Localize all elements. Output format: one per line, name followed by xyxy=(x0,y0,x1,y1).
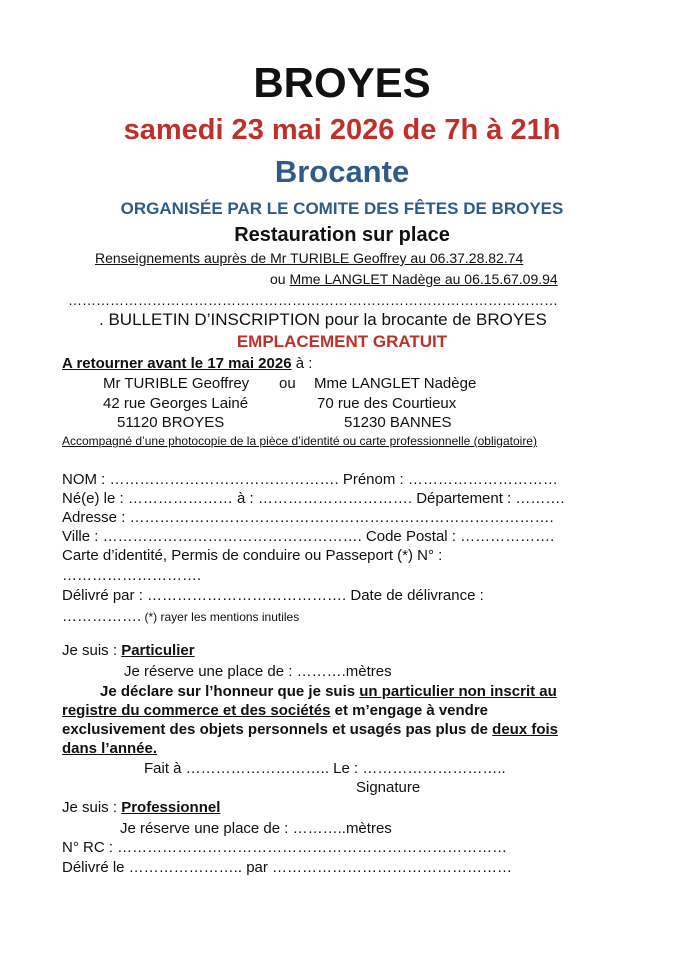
declaration-text-1: Je déclare sur l’honneur que je suis xyxy=(100,683,360,700)
declaration-underlined-3: deux fois xyxy=(492,721,559,738)
contact1-street: 42 rue Georges Lainé xyxy=(103,395,249,412)
return-label: A retourner avant le 17 mai 2026 xyxy=(62,355,292,372)
field-id-card-label: Carte d’identité, Permis de conduire ou Passeport (*) N° : xyxy=(62,547,443,564)
declaration-line-1 xyxy=(100,684,557,699)
field-rc[interactable]: N° RC : …………………………………………………………………… xyxy=(62,839,508,856)
contact2-city: 51230 BANNES xyxy=(344,414,452,431)
bulletin-subtitle: EMPLACEMENT GRATUIT xyxy=(236,332,448,351)
declaration-underlined-1: un particulier non inscrit au xyxy=(359,683,557,700)
field-delivre-le[interactable]: Délivré le ………………….. par ………………………………………… xyxy=(62,859,513,876)
contact-or: ou xyxy=(279,375,296,392)
event-date: samedi 23 mai 2026 de 7h à 21h xyxy=(123,114,561,146)
info-line-2-contact: Mme LANGLET Nadège au 06.15.67.09.94 xyxy=(289,271,558,287)
catering-line: Restauration sur place xyxy=(234,224,450,246)
declaration-line-3 xyxy=(62,722,558,737)
bulletin-title-text: BULLETIN D’INSCRIPTION pour la brocante de BROYES xyxy=(108,310,547,329)
particulier-type[interactable]: Particulier xyxy=(121,642,195,659)
particulier-reserve[interactable]: Je réserve une place de : ……….mètres xyxy=(124,663,392,680)
professionnel-type[interactable]: Professionnel xyxy=(121,799,221,816)
professionnel-line xyxy=(62,800,220,815)
event-title: Brocante xyxy=(274,154,410,189)
field-delivre-par[interactable]: Délivré par : …………………………………. Date de délivrance : xyxy=(62,587,484,604)
town-title: BROYES xyxy=(253,59,431,106)
return-suffix: à : xyxy=(291,355,313,372)
field-adresse[interactable]: Adresse : …………………………………………………………………………. xyxy=(62,509,554,526)
declaration-line-2 xyxy=(62,703,488,718)
mention-note-line xyxy=(62,609,299,625)
field-naissance[interactable]: Né(e) le : ………………… à : …………………………. Département : ………. xyxy=(62,490,565,507)
field-id-card-number[interactable]: ………………………. xyxy=(62,567,202,584)
return-deadline xyxy=(62,356,312,371)
professionnel-reserve[interactable]: Je réserve une place de : ………..mètres xyxy=(120,820,392,837)
contact2-name: Mme LANGLET Nadège xyxy=(314,375,477,392)
professionnel-label: Je suis : xyxy=(62,799,122,816)
organizer-line: ORGANISÉE PAR LE COMITE DES FÊTES DE BROYES xyxy=(120,199,564,218)
mention-dots: ……………. xyxy=(62,608,142,625)
declaration-underlined-2: registre du commerce et des sociétés xyxy=(62,702,331,719)
bulletin-title-prefix: . xyxy=(99,310,109,329)
declaration-text-3: exclusivement des objets personnels et usagés pas plus de xyxy=(62,721,493,738)
contact1-city: 51120 BROYES xyxy=(117,414,225,431)
attachment-note: Accompagné d’une photocopie de la pièce d’identité ou carte professionnelle (obligatoire) xyxy=(62,434,537,448)
info-line-1: Renseignements auprès de Mr TURIBLE Geoffrey au 06.37.28.82.74 xyxy=(95,250,524,266)
bulletin-title xyxy=(99,311,547,328)
declaration-text-2: et m’engage à vendre xyxy=(330,702,489,719)
signature-label: Signature xyxy=(356,779,421,796)
info-line-2 xyxy=(270,272,558,286)
particulier-line xyxy=(62,643,195,658)
field-ville[interactable]: Ville : ……………………………………………. Code Postal : ………………. xyxy=(62,528,555,545)
particulier-label: Je suis : xyxy=(62,642,122,659)
separator-dots: …………………………………………………………………………………………… xyxy=(68,293,558,307)
info-line-2-prefix: ou xyxy=(270,271,290,287)
contact2-street: 70 rue des Courtieux xyxy=(317,395,457,412)
mention-note: (*) rayer les mentions inutiles xyxy=(141,610,300,624)
field-nom-prenom[interactable]: NOM : ………………………………………. Prénom : ………………………… xyxy=(62,471,558,488)
contact1-name: Mr TURIBLE Geoffrey xyxy=(103,375,250,392)
fait-a-line[interactable]: Fait à ……………………….. Le : ……………………….. xyxy=(144,760,506,777)
declaration-line-4: dans l’année. xyxy=(62,740,158,757)
